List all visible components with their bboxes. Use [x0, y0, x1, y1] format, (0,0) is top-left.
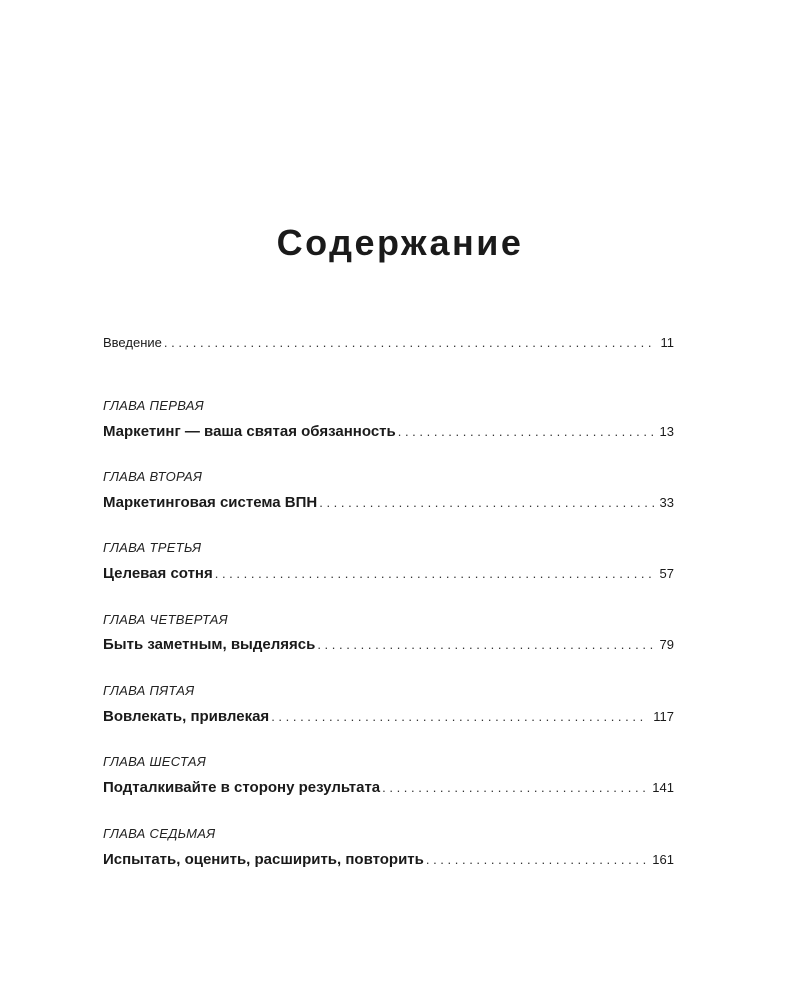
dot-leader [382, 780, 646, 795]
toc-entry-chapter-5[interactable] [103, 708, 674, 725]
toc-entry-title: Маркетинговая система ВПН [103, 494, 318, 511]
toc-entry-title: Подталкивайте в сторону результата [103, 779, 381, 796]
page-number: 79 [659, 637, 674, 652]
toc-entry-title: Быть заметным, выделяясь [103, 636, 316, 653]
dot-leader [271, 709, 647, 724]
dot-leader [215, 566, 654, 581]
dot-leader [426, 852, 646, 867]
chapter-label: ГЛАВА ПЕРВАЯ [103, 398, 204, 413]
dot-leader [398, 424, 654, 439]
toc-entry-title: Целевая сотня [103, 565, 213, 582]
chapter-label: ГЛАВА ПЯТАЯ [103, 683, 195, 698]
page-number: 13 [659, 424, 674, 439]
dot-leader [319, 495, 653, 510]
toc-entry-chapter-3[interactable] [103, 565, 674, 582]
toc-entry-chapter-6[interactable] [103, 779, 674, 796]
toc-entry-chapter-7[interactable] [103, 851, 674, 868]
toc-entry-title: Введение [103, 335, 162, 350]
toc-entry-title: Вовлекать, привлекая [103, 708, 270, 725]
chapter-label: ГЛАВА ВТОРАЯ [103, 469, 203, 484]
toc-entry-intro[interactable] [103, 335, 674, 350]
page-number: 33 [659, 495, 674, 510]
page-title: Содержание [276, 222, 524, 263]
chapter-label: ГЛАВА СЕДЬМАЯ [103, 826, 216, 841]
page-number: 117 [653, 709, 674, 724]
dot-leader [164, 335, 655, 350]
page-number: 141 [652, 780, 674, 795]
dot-leader [317, 637, 653, 652]
toc-entry-chapter-2[interactable] [103, 494, 674, 511]
toc-entry-title: Маркетинг — ваша святая обязанность [103, 423, 396, 440]
chapter-label: ГЛАВА ЧЕТВЕРТАЯ [103, 612, 228, 627]
toc-entry-title: Испытать, оценить, расширить, повторить [103, 851, 424, 868]
page-number: 57 [659, 566, 674, 581]
toc-entry-chapter-4[interactable] [103, 636, 674, 653]
chapter-label: ГЛАВА ШЕСТАЯ [103, 754, 206, 769]
page-number: 11 [660, 335, 674, 350]
chapter-label: ГЛАВА ТРЕТЬЯ [103, 540, 202, 555]
toc-entry-chapter-1[interactable] [103, 423, 674, 440]
page-number: 161 [652, 852, 674, 867]
